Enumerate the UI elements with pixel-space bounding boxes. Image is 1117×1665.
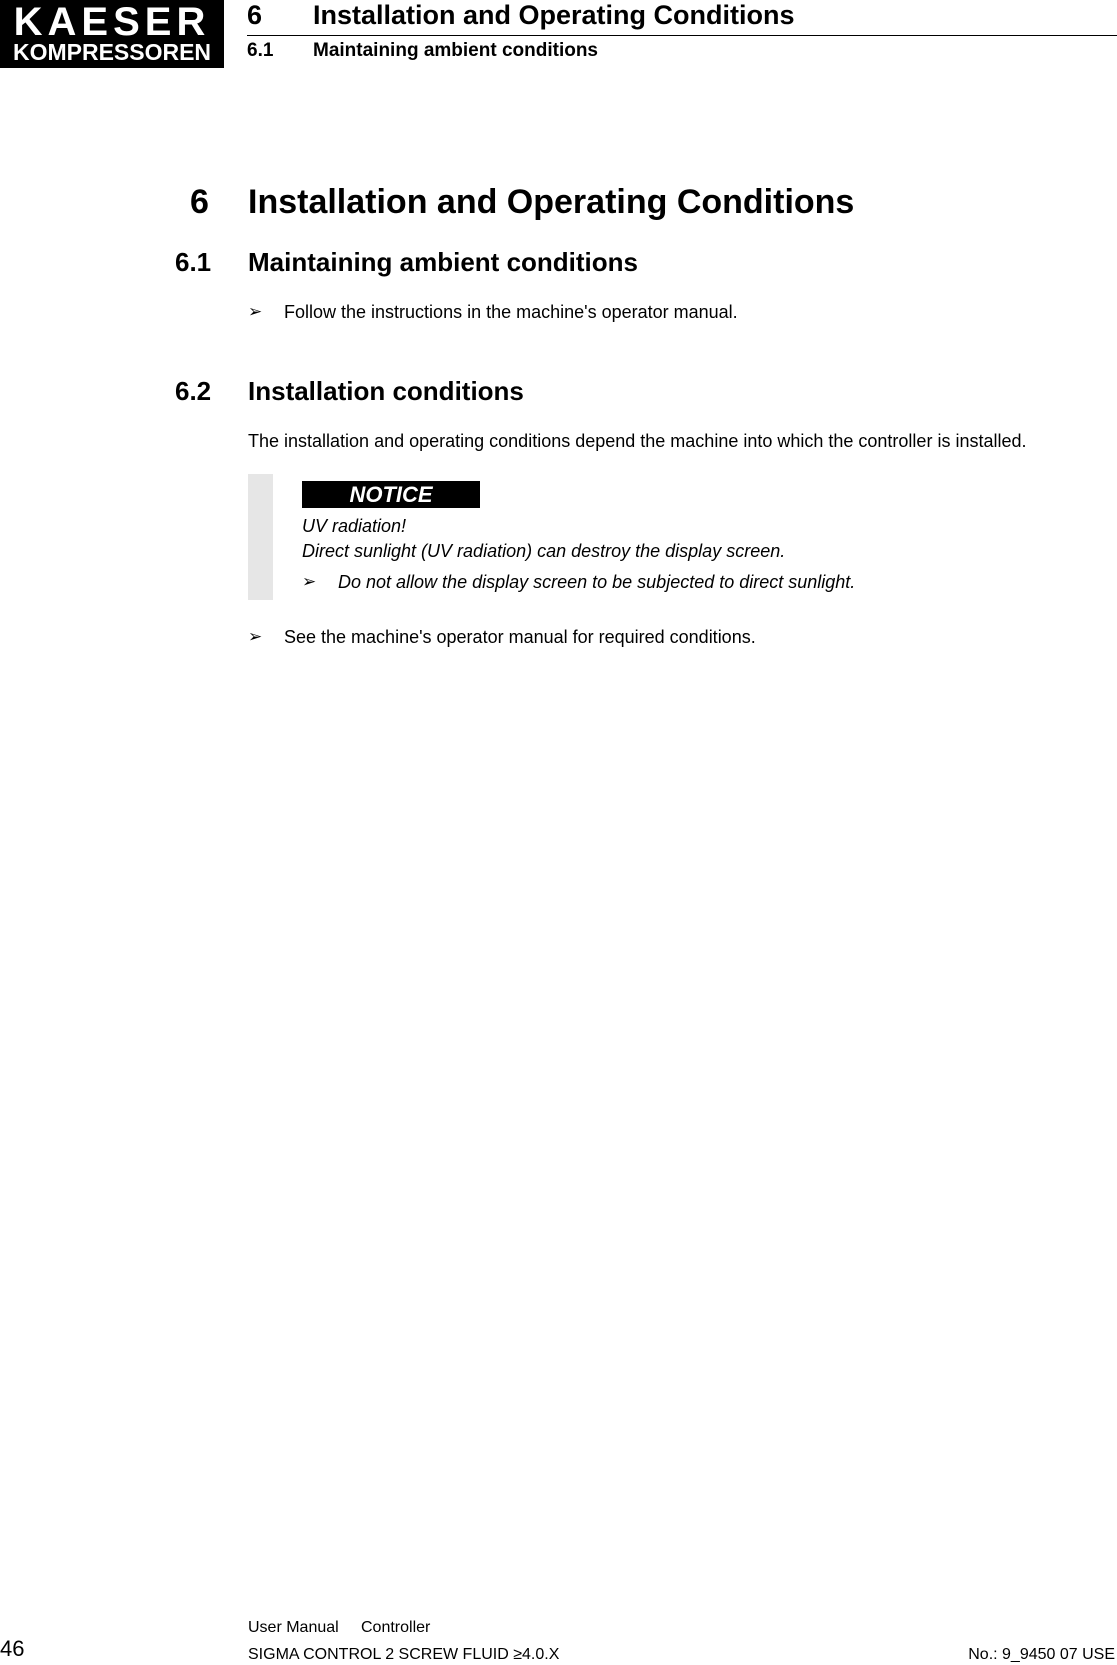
chapter-number: 6 bbox=[190, 183, 209, 221]
running-header-section-number: 6.1 bbox=[247, 40, 274, 61]
chapter-title: Installation and Operating Conditions bbox=[248, 183, 855, 221]
footer-doc-number: No.: 9_9450 07 USE bbox=[968, 1646, 1115, 1663]
section-title: Maintaining ambient conditions bbox=[248, 247, 638, 277]
instruction-text: See the machine's operator manual for required conditions. bbox=[284, 627, 756, 647]
kaeser-logo bbox=[0, 0, 224, 68]
footer-doc-type: User Manual bbox=[248, 1619, 339, 1636]
notice-action: Do not allow the display screen to be subjected to direct sunlight. bbox=[338, 572, 856, 592]
footer-doc-subject: Controller bbox=[361, 1619, 431, 1636]
section-paragraph: The installation and operating conditions depend the machine into which the controller is installed. bbox=[248, 431, 1027, 451]
footer-product: SIGMA CONTROL 2 SCREW FLUID ≥4.0.X bbox=[248, 1646, 560, 1663]
section-number: 6.2 bbox=[175, 376, 212, 406]
notice-hazard: UV radiation! bbox=[302, 516, 407, 536]
page-number: 46 bbox=[0, 1636, 25, 1661]
header-divider bbox=[247, 35, 1117, 36]
logo-subtitle: KOMPRESSOREN bbox=[12, 39, 212, 65]
bullet-arrow-icon: ➢ bbox=[248, 627, 263, 646]
running-header-chapter-number: 6 bbox=[247, 0, 263, 30]
bullet-arrow-icon: ➢ bbox=[302, 572, 317, 591]
logo-wordmark: KAESER bbox=[13, 0, 211, 44]
notice-consequence: Direct sunlight (UV radiation) can destroy the display screen. bbox=[302, 541, 786, 561]
section-title: Installation conditions bbox=[248, 376, 524, 406]
notice-sidebar bbox=[248, 474, 273, 600]
running-header-chapter-title: Installation and Operating Conditions bbox=[313, 0, 795, 30]
bullet-arrow-icon: ➢ bbox=[248, 302, 263, 321]
section-number: 6.1 bbox=[175, 247, 212, 277]
notice-label: NOTICE bbox=[302, 481, 480, 508]
instruction-text: Follow the instructions in the machine's operator manual. bbox=[284, 302, 738, 322]
running-header-section-title: Maintaining ambient conditions bbox=[313, 40, 598, 61]
